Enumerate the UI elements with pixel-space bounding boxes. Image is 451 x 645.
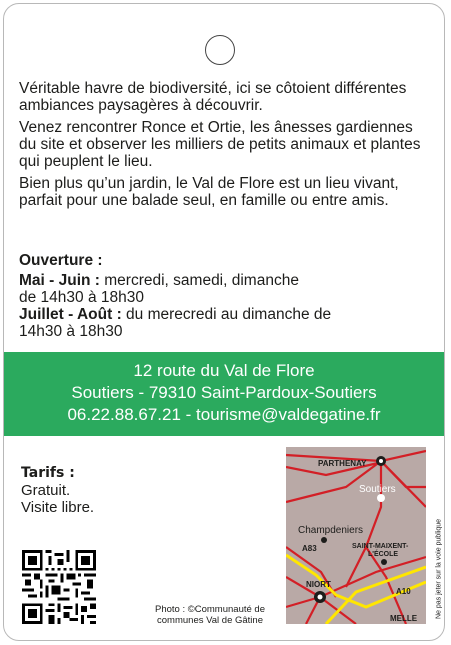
map-label-a83: A83: [302, 544, 317, 553]
map-label-soutiers: Soutiers: [359, 484, 396, 495]
map-marker-parthenay-center: [379, 459, 383, 463]
photo-credit: Photo : ©Communauté de communes Val de Gâtine: [155, 604, 265, 626]
hours-title: Ouverture :: [19, 252, 103, 269]
contact-band: [4, 352, 444, 436]
info-card: [3, 3, 445, 641]
address-line: 12 route du Val de Flore: [133, 361, 315, 380]
map-marker-soutiers: [377, 494, 385, 502]
tarifs-line: Gratuit.: [21, 482, 71, 499]
map-marker-champdeniers: [321, 537, 327, 543]
phone-email-line[interactable]: 06.22.88.67.21 - tourisme@valdegatine.fr: [67, 405, 381, 424]
hours-time: 14h30 à 18h30: [19, 323, 123, 340]
map-label-ecole: L'ÉCOLE: [368, 551, 399, 558]
map-label-a10: A10: [396, 587, 411, 596]
disclaimer-vertical: [434, 504, 444, 634]
hours-days: mercredi, samedi, dimanche: [99, 272, 299, 289]
tarifs-section: [21, 465, 94, 516]
map-label-melle: MELLE: [390, 614, 418, 623]
intro-text: [19, 80, 429, 214]
map-label-niort: NIORT: [306, 580, 331, 589]
location-map: [286, 447, 426, 624]
disclaimer-text: Ne pas jeter sur la voie publique: [435, 518, 443, 620]
map-label-champdeniers: Champdeniers: [298, 525, 364, 536]
hours-time: de 14h30 à 18h30: [19, 289, 144, 306]
hours-label: Mai - Juin :: [19, 272, 100, 289]
map-marker-niort-center: [318, 595, 323, 600]
intro-paragraph: Véritable havre de biodiversité, ici se côtoient différentes ambiances paysagères à découvrir.: [19, 80, 407, 114]
hours-label: Juillet - Août :: [19, 306, 122, 323]
hours-line-may-june: [19, 272, 429, 289]
tarifs-title: Tarifs :: [21, 465, 75, 481]
tarifs-line: Visite libre.: [21, 499, 95, 516]
map-marker-saint-maixent: [381, 559, 387, 565]
opening-hours: [19, 252, 429, 340]
hanging-hole: [205, 35, 235, 65]
qr-code[interactable]: [22, 550, 96, 624]
hours-days: du merecredi au dimanche de: [121, 306, 332, 323]
hours-line-july-august: [19, 306, 429, 323]
map-label-parthenay: PARTHENAY: [318, 459, 367, 468]
map-label-saint-maixent: SAINT-MAIXENT-: [352, 543, 409, 550]
intro-paragraph: Bien plus qu’un jardin, le Val de Flore est un lieu vivant, parfait pour une balade seul, en famille ou entre amis.: [19, 175, 399, 209]
intro-paragraph: Venez rencontrer Ronce et Ortie, les ânesses gardiennes du site et observer les milliers de petits animaux et plantes qui peuplent le lieu.: [19, 119, 421, 170]
city-line: Soutiers - 79310 Saint-Pardoux-Soutiers: [71, 383, 377, 402]
